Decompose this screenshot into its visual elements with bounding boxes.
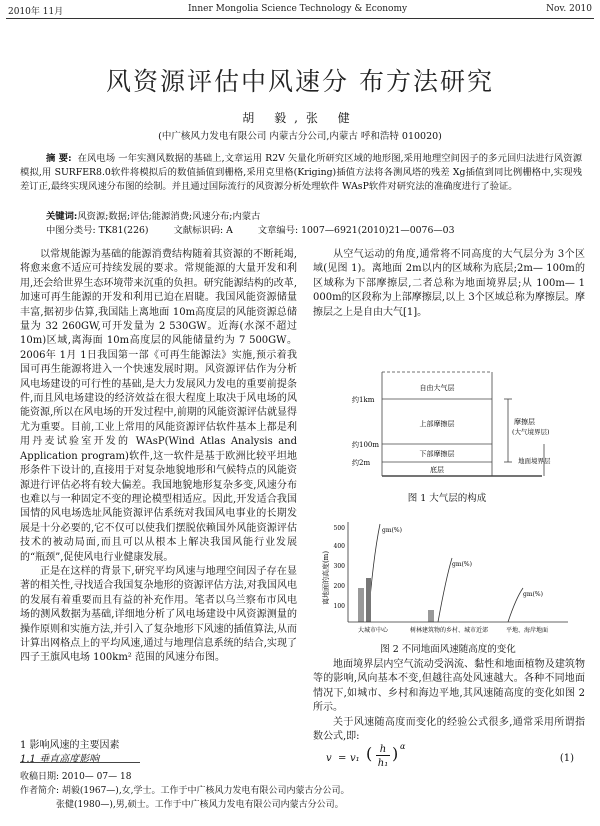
subsection-heading: 1.1 垂直高度影响	[20, 754, 100, 765]
footnote-received: 收稿日期: 2010— 07— 18	[20, 772, 132, 782]
doc-code: 文献标识码: A	[173, 225, 233, 236]
formula-exp: α	[400, 742, 406, 751]
right-column-bottom	[313, 658, 585, 744]
header-date: 2010年 11月	[8, 7, 64, 17]
height-label: 约100m	[352, 441, 379, 449]
footnotes	[20, 770, 580, 812]
abstract	[20, 152, 582, 194]
height-label: 约1km	[352, 396, 375, 404]
layer-label: 底层	[430, 466, 444, 474]
profile-label: gm(%)	[382, 527, 402, 534]
building-shape	[428, 610, 434, 622]
building-shape	[366, 578, 371, 622]
running-header	[8, 4, 592, 18]
authors: 胡 毅,张 健	[242, 111, 358, 125]
abstract-text: 在风电场 一年实测风数据的基础上,文章运用 R2V 矢量化所研究区域的地形图,采用地理空间因子的多元回归法进行风资源模拟,用 SURFER8.0软件将模拟后的数值插值到栅格,采用克里格(Kriging)插值方法将各测风塔的残差 Xg插值到同比例栅格中,实现残差订正,最终实现风速分布图的绘制。并且通过国际流行的风资源分析处理软件 WAsP软件对研究法的准确度进行了验证。	[20, 153, 582, 192]
profile-curve	[508, 588, 523, 622]
terrain-label: 平地、海岸地面	[506, 627, 549, 634]
formula-lhs: v	[326, 753, 332, 764]
formula-base: v₁	[350, 753, 360, 764]
body-paragraph: 正是在这样的背景下,研究平均风速与地理空间因子存在显著的相关性,寻找适合我国复杂地形的资源评估方法,对我国风电的发展有着重要而且有益的补充作用。笔者以乌兰察布市风电场的测风数据为基础,详细地分析了风电场建设中风资源测量的操作原则和实施方法,并引入了复杂地形下风速的插值算法,从而计算出网格点上的平均风速,通过与地理信息系统的结合,实现了四子王旗风电场 100km² 范围的风速分布图。	[20, 565, 297, 664]
y-axis-label: 离地面的高度(m)	[322, 550, 330, 606]
paper-title: 风资源评估中风速分 布方法研究	[106, 67, 494, 96]
right-label: 地面境界层	[518, 457, 551, 465]
height-label: 约2m	[352, 459, 371, 467]
formula-num: h	[376, 744, 390, 756]
formula-den: h₁	[377, 758, 389, 769]
layer-label: 自由大气层	[419, 384, 455, 392]
building-shape	[358, 588, 364, 622]
formula-intro: 关于风速随高度而变化的经验公式很多,通常采用所谓指数公式,即:	[313, 716, 585, 743]
y-tick: 200	[333, 583, 345, 590]
right-column-top	[313, 248, 585, 320]
right-label: (大气境界层)	[512, 428, 550, 436]
terrain-label: 大城市中心	[358, 627, 389, 634]
figure-1-atmosphere-layers	[322, 364, 572, 484]
figure-1-caption: 图 1 大气层的构成	[407, 493, 487, 504]
layer-label: 下部摩擦层	[419, 450, 455, 458]
clc-number: 中图分类号: TK81(226)	[46, 225, 149, 236]
profile-label: gm(%)	[523, 591, 543, 598]
y-tick: 500	[333, 525, 345, 532]
section-heading: 1 影响风速的主要因素	[20, 740, 120, 751]
y-tick: 300	[333, 563, 345, 570]
body-paragraph: 地面境界层内空气流动受涡流、黏性和地面植物及建筑物等的影响,风向基本不变,但越往高处风速越大。各种不同地面情况下,如城市、乡村和海边平地,其风速随高度的变化如图 2所示。	[313, 659, 585, 714]
left-column	[20, 248, 297, 666]
y-tick: 400	[333, 543, 345, 550]
y-tick: 100	[333, 603, 345, 610]
keywords-text: 风资源;数据;评估;能源消费;风速分布;内蒙古	[77, 211, 261, 222]
formula-number: (1)	[559, 753, 574, 764]
header-journal: Inner Mongolia Science Technology & Economy	[188, 4, 408, 14]
footnote-author: 作者简介: 胡毅(1967—),女,学士。工作于中广核风力发电有限公司内蒙古分公司。	[20, 786, 350, 796]
body-paragraph: 从空气运动的角度,通常将不同高度的大气层分为 3个区域(见图 1)。离地面 2m以内的区域称为底层;2m— 100m的区域称为下部摩擦层,二者总称为地面境界层;从 100m— 1 000m的区段称为上部摩擦层,以上 3个区域总称为摩擦层。摩擦层之上是自由大气[1]。	[313, 249, 585, 318]
abstract-label: 摘 要:	[46, 153, 72, 164]
affiliation: (中广核风力发电有限公司 内蒙古分公司,内蒙古 呼和浩特 010020)	[158, 131, 442, 142]
layer-label: 上部摩擦层	[419, 420, 455, 428]
right-label: 摩擦层	[514, 418, 535, 426]
header-date-en: Nov. 2010	[546, 4, 592, 14]
keywords-label: 关键词:	[46, 211, 78, 222]
formula-1: v = v₁ ( h h₁ ) α (1)	[326, 742, 574, 769]
classification-line	[46, 222, 586, 236]
figure-2-wind-profiles	[318, 518, 578, 638]
terrain-label: 树林建筑物的乡村、城市近郊	[410, 627, 489, 634]
keywords	[46, 208, 586, 222]
footnote-rule	[20, 762, 140, 763]
figure-2-caption: 图 2 不同地面风速随高度的变化	[380, 644, 516, 655]
profile-label: gm(%)	[452, 561, 472, 568]
footnote-author: 张健(1980—),男,硕士。工作于中广核风力发电有限公司内蒙古分公司。	[56, 800, 344, 810]
body-paragraph: 以常规能源为基础的能源消费结构随着其资源的不断耗竭,将愈来愈不适应可持续发展的要求。常规能源的大量开发和利用,还会给世界生态环境带来沉重的负担。研究能源结构的改革,加速可再生能源的开发和利用已迫在眉睫。我国风能资源储量丰富,据初步估算,我国陆上离地面 10m高度层的风能资源总储量为 32 260GW,可开发量为 2 530GW。近海(水深不超过 10m)区域,离海面 10m高度层的风能储量约为 7 500GW。2006年 1月 1日我国第一部《可再生能源法》实施,预示着我国可再生能源将进入一个快速发展时期。风资源评估作为分析风电场建设的可行性的基础,是大力发展风力发电的重要前提条件,而且风电场建设的经济效益在很大程度上取决于风电场的风能资源,所以在风电场的开发过程中,前期的风能资源评估就显得尤为重要。目前,工业上常用的风能资源评估软件基本上都是利用丹麦试验室开发的 WAsP(Wind Atlas Analysis and Application program)软件,这一软件是基于欧洲比较平坦地形条件下设计的,直接用于对复杂地貌地形和气候特点的风能资源进行评估必将有较大偏差。我国地貌地形复杂多变,风速分布也难以与一种固定不变的理论模型相适应。因此,开发适合我国国情的风电场选址风能资源评估系统对我国风电事业的长期发展是十分必要的,它不仅可以使我们摆脱依赖国外风能资源评估技术的被动局面,而且可以从根本上解决我国风能行业发展的“瓶颈”,促使风电行业健康发展。	[20, 249, 297, 563]
profile-curve	[438, 558, 452, 622]
header-rule	[6, 18, 594, 19]
article-number: 文章编号: 1007—6921(2010)21—0076—03	[257, 225, 455, 236]
